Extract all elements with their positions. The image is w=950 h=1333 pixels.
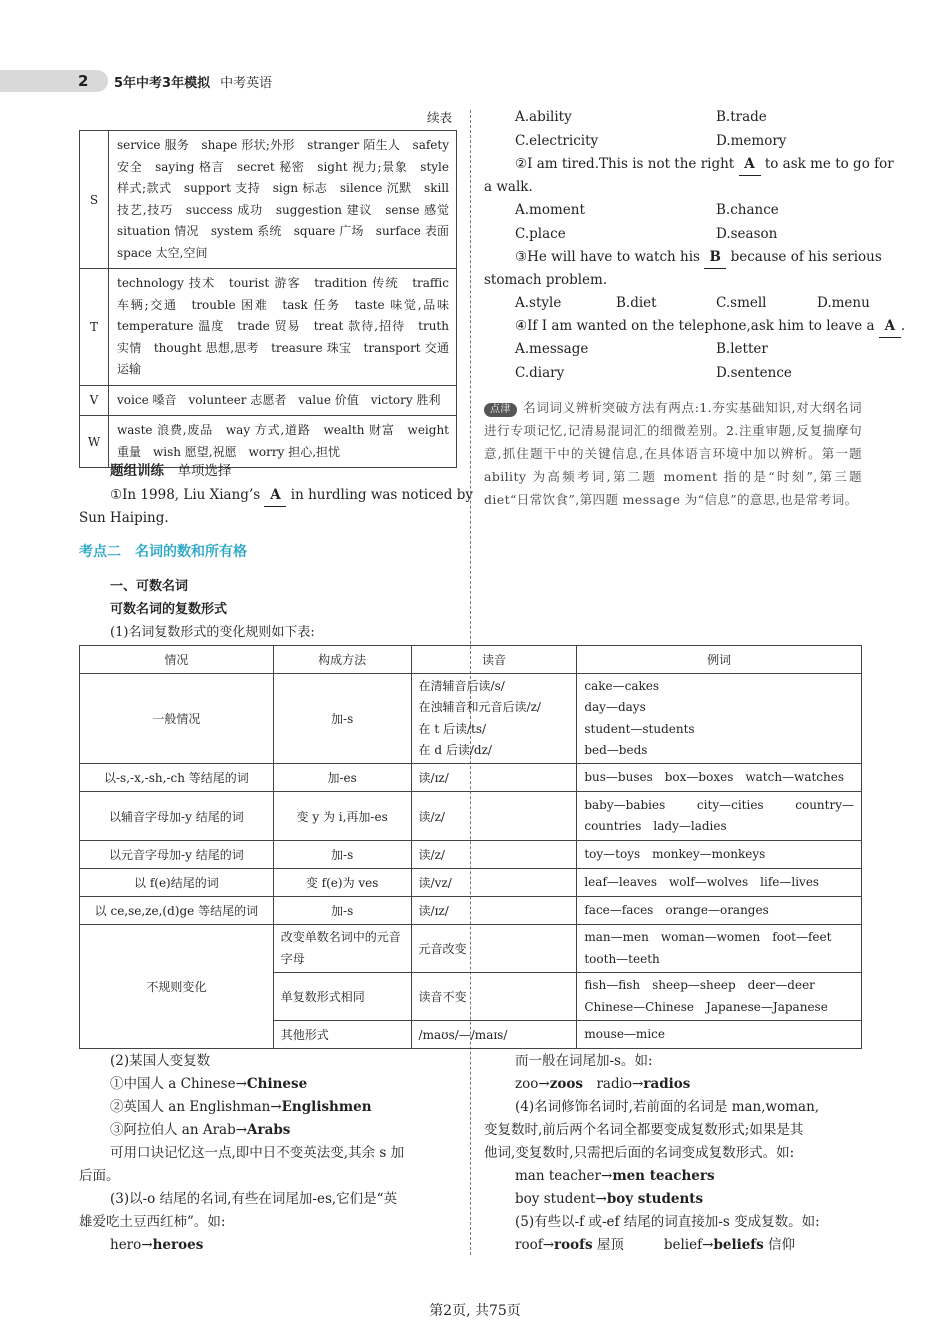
bl-l9-bold: heroes: [152, 1237, 204, 1253]
row-case: 不规则变化: [80, 925, 274, 1049]
vocab-letter: V: [80, 385, 109, 416]
bl-line-9: [110, 1234, 203, 1256]
q3-opt-a: A.style: [515, 295, 562, 311]
table-intro: (1)名词复数形式的变化规则如下表:: [110, 625, 315, 640]
question-4: [515, 315, 905, 338]
q2-line2: a walk.: [484, 179, 533, 195]
bl-l3-bold: Englishmen: [281, 1099, 372, 1115]
vocab-words: service 服务 shape 形状;外形 stranger 陌生人 safety 安全 saying 格言 secret 秘密 sight 视力;景象 style 样式;款式 support 支持 sign 标志 silence 沉默 skill 技艺,技巧 success 成功 suggestion 建议 sense 感觉 situation 情况 system 系统 square 广场 surface 表面 space 太空,空间: [109, 131, 457, 269]
br-l6-pre: man teacher→: [515, 1168, 613, 1184]
bl-l4-pre: ③阿拉伯人 an Arab→: [110, 1122, 248, 1138]
subsection-subtitle: 可数名词的复数形式: [110, 602, 228, 617]
reading-line: 在 d 后读/dz/: [418, 743, 492, 757]
reading-line: 在清辅音后读/s/: [418, 678, 505, 693]
vocab-words: waste 浪费,废品 way 方式,道路 wealth 财富 weight 重量 wish 愿望,祝愿 worry 担心,担忧: [109, 416, 457, 468]
page-footer: 第2页, 共75页: [429, 1303, 521, 1319]
bl-l2-bold: Chinese: [246, 1076, 308, 1092]
subsection-title: 一、可数名词: [110, 579, 189, 594]
tip-text: 名词词义辨析突破方法有两点:1.夯实基础知识,对大纲名词进行专项记忆,记清易混词汇的细微差别。2.注重审题,反复揣摩句意,抓住题干中的关键信息,在具体语言环境中加以辨析。第一题 ability 为高频考词,第二题 moment 指的是“时刻”,第三题 diet“日常饮食”,第四题 message 为“信息”的意思,也是常考词。: [484, 400, 862, 507]
book-name: 5年中考3年模拟: [114, 76, 211, 91]
br-l2-ab: zoos: [549, 1076, 583, 1092]
q2-pre: ②I am tired.This is not the right: [515, 156, 735, 172]
bl-l3-pre: ②英国人 an Englishman→: [110, 1099, 282, 1115]
br-line-4: 变复数时,前后两个名词全都要变成复数形式;如果是其: [484, 1122, 804, 1138]
vocab-letter: T: [80, 269, 109, 386]
tip-badge: 点津: [484, 403, 517, 417]
row-examples: face—faces orange—oranges: [577, 897, 862, 925]
plural-table-header: [80, 646, 862, 674]
table-row: [80, 897, 862, 925]
q2-opt-b: B.chance: [716, 202, 779, 218]
q4-post: .: [900, 318, 906, 334]
q3-post: because of his serious: [730, 249, 882, 265]
book-title: [114, 72, 272, 91]
header-reading: 读音: [411, 646, 577, 674]
drill-title: [110, 460, 232, 482]
bl-l4-bold: Arabs: [247, 1122, 291, 1138]
q4-opt-d: D.sentence: [716, 365, 792, 381]
bl-line-5: 可用口诀记忆这一点,即中日不变英法变,其余 s 加: [110, 1145, 405, 1161]
example-line: student—students: [584, 721, 695, 736]
q3-answer: B: [704, 246, 726, 269]
drill-type: 单项选择: [177, 463, 232, 479]
row-examples: baby—babies city—cities country—countries lady—ladies: [577, 792, 862, 841]
bl-line-1: (2)某国人变复数: [110, 1053, 211, 1069]
br-l9-a: roof→: [515, 1237, 555, 1253]
section-title: 考点二 名词的数和所有格: [79, 544, 247, 560]
question-1: [110, 484, 473, 507]
row-method: 其他形式: [273, 1021, 411, 1049]
row-method: 加-s: [273, 897, 411, 925]
row-reading: 读/z/: [411, 792, 577, 841]
header-method: 构成方法: [273, 646, 411, 674]
bl-line-2: [110, 1073, 307, 1095]
row-examples: man—men woman—women foot—feet tooth—teeth: [577, 925, 862, 973]
row-reading: [411, 674, 577, 764]
q4-opt-b: B.letter: [716, 341, 768, 357]
example-line: bed—beds: [584, 743, 648, 757]
q3-opt-b: B.diet: [616, 295, 657, 311]
br-l7-pre: boy student→: [515, 1191, 607, 1207]
vocab-row-t: [80, 269, 457, 386]
vocab-table: [79, 130, 462, 468]
drill-title-text: 题组训练: [110, 463, 164, 479]
row-reading: /maʊs/—/maɪs/: [411, 1021, 577, 1049]
row-examples: fish—fish sheep—sheep deer—deer Chinese—Chinese Japanese—Japanese: [577, 973, 862, 1021]
row-reading: 读/z/: [411, 841, 577, 869]
table-row: [80, 674, 862, 764]
example-line: day—days: [584, 700, 646, 714]
plural-table: [79, 645, 862, 1049]
br-l2-a: zoo→: [515, 1076, 550, 1092]
q3-opt-d: D.menu: [817, 295, 870, 311]
table-row: [80, 925, 862, 973]
vocab-letter: S: [80, 131, 109, 269]
q3-line2: stomach problem.: [484, 272, 608, 288]
br-line-3: (4)名词修饰名词时,若前面的名词是 man,woman,: [515, 1099, 820, 1115]
row-case: 以 f(e)结尾的词: [80, 869, 274, 897]
vocab-words: technology 技术 tourist 游客 tradition 传统 traffic 车辆;交通 trouble 困难 task 任务 taste 味觉,品味 temperature 温度 trade 贸易 treat 款待,招待 truth 实情 thought 思想,思考 treasure 珠宝 transport 交通运输: [109, 269, 457, 386]
row-reading: 读/ɪz/: [411, 897, 577, 925]
bl-line-3: [110, 1096, 372, 1118]
row-method: 加-s: [273, 674, 411, 764]
row-case: 以辅音字母加-y 结尾的词: [80, 792, 274, 841]
q2-opt-d: D.season: [716, 226, 778, 242]
q1-answer: A: [264, 484, 286, 507]
q1-opt-d: D.memory: [716, 133, 787, 149]
question-3: [515, 246, 882, 269]
q2-opt-a: A.moment: [515, 202, 585, 218]
br-line-9: [515, 1234, 795, 1256]
bl-line-8: 雄爱吃土豆西红柿”。如:: [79, 1214, 226, 1230]
vocab-letter: W: [80, 416, 109, 468]
br-line-2: [515, 1073, 690, 1095]
q1-post: in hurdling was noticed by: [290, 487, 473, 503]
table-row: [80, 792, 862, 841]
row-method: 加-es: [273, 764, 411, 792]
header-case: 情况: [80, 646, 274, 674]
tip-note: [484, 396, 862, 511]
q1-opt-c: C.electricity: [515, 133, 599, 149]
br-l9-ac: 屋顶: [592, 1237, 624, 1253]
bl-line-7: (3)以-o 结尾的名词,有些在词尾加-es,它们是“英: [110, 1191, 398, 1207]
row-case: 以元音字母加-y 结尾的词: [80, 841, 274, 869]
row-method: 改变单数名词中的元音字母: [273, 925, 411, 973]
br-l9-ab: roofs: [554, 1237, 593, 1253]
row-examples: bus—buses box—boxes watch—watches: [577, 764, 862, 792]
reading-line: 在 t 后读/ts/: [418, 721, 487, 736]
table-row: [80, 764, 862, 792]
br-line-5: 他词,变复数时,只需把后面的名词变成复数形式。如:: [484, 1145, 795, 1161]
page-number: 2: [78, 72, 89, 90]
q4-pre: ④If I am wanted on the telephone,ask him to leave a: [515, 318, 875, 334]
q2-post: to ask me to go for: [764, 156, 894, 172]
vocab-words: voice 嗓音 volunteer 志愿者 value 价值 victory 胜利: [109, 385, 457, 416]
row-examples: [577, 674, 862, 764]
row-method: 加-s: [273, 841, 411, 869]
q1-pre: ①In 1998, Liu Xiang’s: [110, 487, 261, 503]
subject-name: 中考英语: [220, 76, 273, 91]
row-reading: 元音改变: [411, 925, 577, 973]
reading-line: 在浊辅音和元音后读/z/: [418, 700, 541, 714]
row-case: 一般情况: [80, 674, 274, 764]
row-reading: 读/vz/: [411, 869, 577, 897]
br-l2-b: radio→: [596, 1076, 644, 1092]
continued-label: 续表: [427, 110, 453, 125]
row-examples: leaf—leaves wolf—wolves life—lives: [577, 869, 862, 897]
vocab-row-s: [80, 131, 457, 269]
br-l7-bold: boy students: [606, 1191, 704, 1207]
row-method: 变 f(e)为 ves: [273, 869, 411, 897]
q4-opt-a: A.message: [515, 341, 589, 357]
row-examples: mouse—mice: [577, 1021, 862, 1049]
table-row: [80, 869, 862, 897]
row-reading: 读/ɪz/: [411, 764, 577, 792]
q1-opt-a: A.ability: [515, 109, 572, 125]
bl-l2-pre: ①中国人 a Chinese→: [110, 1076, 247, 1092]
bl-l9-pre: hero→: [110, 1237, 153, 1253]
row-reading: 读音不变: [411, 973, 577, 1021]
br-l9-bb: beliefs: [713, 1237, 764, 1253]
q3-opt-c: C.smell: [716, 295, 767, 311]
q4-answer: A: [879, 315, 901, 338]
vocab-row-v: [80, 385, 457, 416]
question-2: [515, 153, 894, 176]
br-line-8: (5)有些以-f 或-ef 结尾的词直接加-s 变成复数。如:: [515, 1214, 820, 1230]
q3-pre: ③He will have to watch his: [515, 249, 700, 265]
q2-answer: A: [739, 153, 761, 176]
br-line-7: [515, 1188, 703, 1210]
bl-line-4: [110, 1119, 290, 1141]
example-line: cake—cakes: [584, 678, 659, 693]
row-method: 单复数形式相同: [273, 973, 411, 1021]
q1-line2: Sun Haiping.: [79, 510, 169, 526]
q4-opt-c: C.diary: [515, 365, 565, 381]
row-method: 变 y 为 i,再加-es: [273, 792, 411, 841]
br-line-6: [515, 1165, 715, 1187]
bl-line-6: 后面。: [79, 1168, 120, 1184]
q1-opt-b: B.trade: [716, 109, 767, 125]
br-l9-bc: 信仰: [763, 1237, 796, 1253]
br-l2-bb: radios: [643, 1076, 691, 1092]
row-examples: toy—toys monkey—monkeys: [577, 841, 862, 869]
br-l9-b: belief→: [663, 1237, 714, 1253]
br-line-1: 而一般在词尾加-s。如:: [515, 1053, 653, 1069]
header-examples: 例词: [577, 646, 862, 674]
row-case: 以-s,-x,-sh,-ch 等结尾的词: [80, 764, 274, 792]
q2-opt-c: C.place: [515, 226, 566, 242]
table-row: [80, 841, 862, 869]
row-case: 以 ce,se,ze,(d)ge 等结尾的词: [80, 897, 274, 925]
br-l6-bold: men teachers: [612, 1168, 715, 1184]
